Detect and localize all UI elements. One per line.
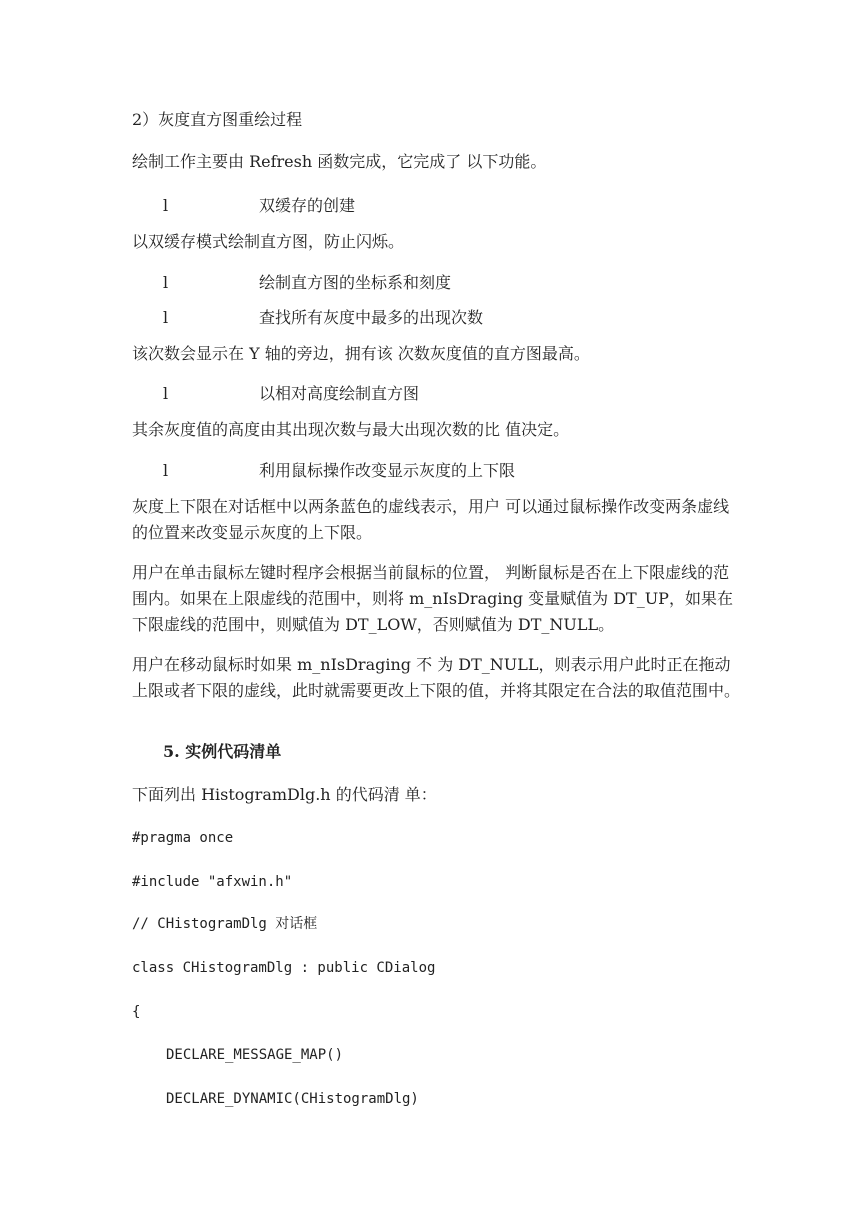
bullet-title: 双缓存的创建 <box>259 196 356 215</box>
bullet-title: 以相对高度绘制直方图 <box>259 384 420 403</box>
bullet-marker: l <box>163 273 169 292</box>
code-line: DECLARE_MESSAGE_MAP() <box>166 1047 344 1063</box>
code-line: { <box>132 1004 141 1020</box>
intro-text: 绘制工作主要由 Refresh 函数完成，它完成了 以下功能。 <box>132 152 547 171</box>
code-line: #pragma once <box>132 830 234 846</box>
bullet-desc: 灰度上下限在对话框中以两条蓝色的虚线表示，用户 可以通过鼠标操作改变两条虚线的位置来改变显示灰度的上下限。 <box>132 497 730 542</box>
bullet-desc: 以双缓存模式绘制直方图，防止闪烁。 <box>132 232 405 251</box>
bullet-marker: l <box>163 461 169 480</box>
paragraph: 用户在移动鼠标时如果 m_nIsDraging 不 为 DT_NULL，则表示用户此时正在拖动上限或者下限的虚线，此时就需要更改上下限的值，并将其限定在合法的取值范围中。 <box>132 655 741 700</box>
bullet-marker: l <box>163 196 169 215</box>
bullet-marker: l <box>163 384 169 403</box>
section-heading: 2）灰度直方图重绘过程 <box>132 110 303 129</box>
bullet-desc: 该次数会显示在 Y 轴的旁边，拥有该 次数灰度值的直方图最高。 <box>132 344 590 363</box>
bullet-title: 利用鼠标操作改变显示灰度的上下限 <box>259 461 516 480</box>
bullet-marker: l <box>163 308 169 327</box>
list-intro: 下面列出 HistogramDlg.h 的代码清 单： <box>132 785 437 804</box>
code-line: DECLARE_DYNAMIC(CHistogramDlg) <box>166 1091 419 1107</box>
paragraph: 用户在单击鼠标左键时程序会根据当前鼠标的位置， 判断鼠标是否在上下限虚线的范围内。如果在上限虚线的范围中，则将 m_nIsDraging 变量赋值为 DT_UP，如果在下限虚线的范围中，则赋值为 DT_LOW，否则赋值为 DT_NULL。 <box>132 563 733 634</box>
list-heading: 5. 实例代码清单 <box>163 742 282 761</box>
code-line: class CHistogramDlg : public CDialog <box>132 960 436 976</box>
code-line: // CHistogramDlg 对话框 <box>132 916 318 932</box>
bullet-title: 绘制直方图的坐标系和刻度 <box>259 273 452 292</box>
bullet-desc: 其余灰度值的高度由其出现次数与最大出现次数的比 值决定。 <box>132 420 570 439</box>
code-line: #include "afxwin.h" <box>132 874 293 890</box>
bullet-title: 查找所有灰度中最多的出现次数 <box>259 308 484 327</box>
